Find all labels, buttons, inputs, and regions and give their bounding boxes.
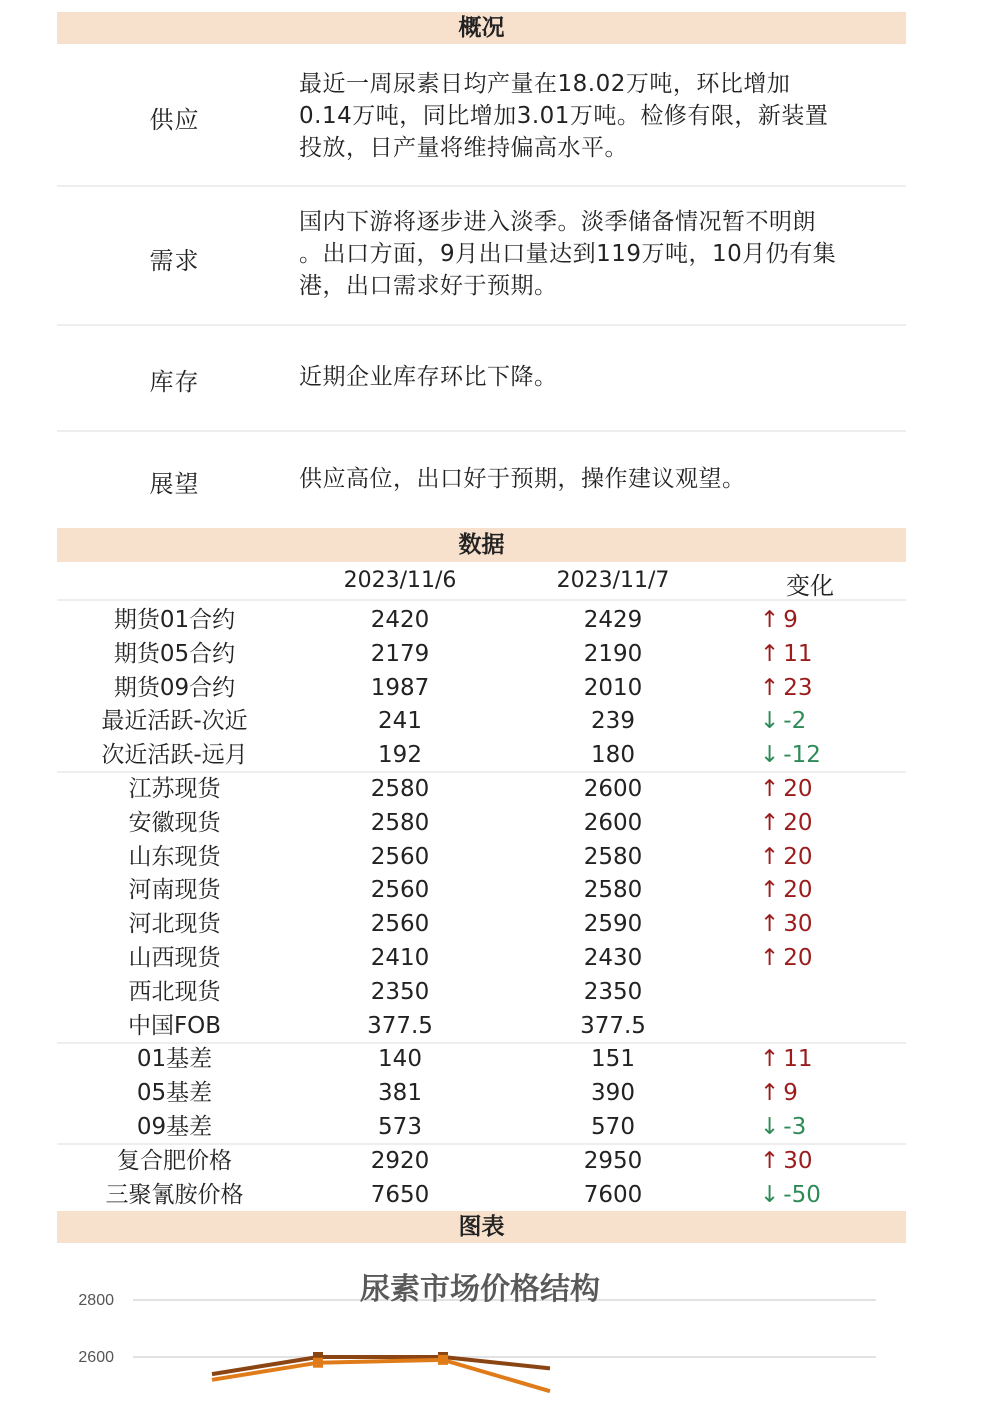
value-date2: 2950 [583, 1147, 643, 1174]
change-value: 11 [783, 640, 813, 667]
column-header-date2: 2023/11/7 [556, 568, 670, 593]
overview-title: 概况 [458, 15, 505, 41]
overview-text [299, 361, 899, 393]
value-date1: 140 [378, 1046, 422, 1073]
arrow-down-icon: ↓ [760, 1114, 780, 1140]
table-row [0, 772, 992, 806]
overview-row-inventory [57, 326, 906, 432]
row-name: 期货05合约 [113, 640, 236, 667]
change-value: 30 [783, 1147, 813, 1174]
change-cell [760, 671, 870, 705]
value-date2: 2600 [583, 809, 643, 836]
table-row [0, 1076, 992, 1110]
arrow-up-icon: ↑ [760, 776, 780, 802]
arrow-up-icon: ↑ [760, 1147, 780, 1174]
value-date1: 381 [378, 1080, 422, 1107]
value-date1: 2920 [370, 1147, 430, 1174]
overview-row-demand [57, 187, 906, 326]
data-point-marker [313, 1358, 323, 1368]
table-row [0, 1009, 992, 1043]
change-value: 20 [783, 809, 813, 836]
row-name: 河南现货 [128, 877, 221, 904]
table-row [0, 738, 992, 772]
overview-text [299, 68, 899, 164]
table-row [0, 1178, 992, 1212]
value-date2: 180 [591, 742, 635, 769]
change-value: -12 [783, 742, 821, 769]
text-line: 港，出口需求好于预期。 [299, 273, 558, 299]
text-line: 。出口方面，9月出口量达到119万吨，10月仍有集 [299, 241, 837, 267]
arrow-up-icon: ↑ [760, 1046, 780, 1073]
text-line: 0.14万吨，同比增加3.01万吨。检修有限，新装置 [299, 103, 829, 129]
y-tick-label: 2600 [78, 1349, 114, 1366]
change-value: -50 [783, 1181, 821, 1208]
arrow-up-icon: ↑ [760, 809, 780, 836]
value-date2: 570 [591, 1114, 635, 1140]
change-value: 20 [783, 776, 813, 802]
change-value: 9 [783, 1080, 798, 1107]
text-line: 供应高位，出口好于预期，操作建议观望。 [299, 466, 746, 492]
change-cell [760, 637, 870, 671]
text-line: 最近一周尿素日均产量在18.02万吨，环比增加 [299, 71, 791, 97]
change-cell [760, 704, 870, 738]
overview-text [299, 206, 899, 302]
data-header [57, 528, 906, 562]
chart-title: 尿素市场价格结构 [360, 1272, 600, 1307]
table-row [0, 1042, 992, 1076]
value-date1: 241 [378, 708, 422, 735]
change-cell [760, 772, 870, 806]
arrow-up-icon: ↑ [760, 843, 780, 870]
value-date1: 2350 [370, 978, 430, 1005]
change-value: -3 [783, 1114, 807, 1140]
price-structure-chart [0, 1243, 992, 1403]
row-name: 09基差 [136, 1114, 213, 1140]
change-cell [760, 603, 870, 637]
row-name: 复合肥价格 [117, 1147, 232, 1174]
value-date1: 2420 [370, 607, 430, 633]
change-cell [760, 907, 870, 941]
row-name: 次近活跃-远月 [101, 742, 248, 769]
table-row [0, 671, 992, 705]
row-name: 05基差 [136, 1080, 213, 1107]
change-cell [760, 738, 870, 772]
table-row [0, 975, 992, 1009]
value-date1: 7650 [370, 1181, 430, 1208]
row-name: 中国FOB [127, 1012, 222, 1039]
row-name: 01基差 [136, 1046, 213, 1073]
change-value: 20 [783, 877, 813, 904]
data-title: 数据 [458, 532, 505, 558]
value-date1: 1987 [370, 674, 430, 701]
change-value: 20 [783, 843, 813, 870]
value-date2: 2429 [583, 607, 643, 633]
change-cell [760, 840, 870, 874]
arrow-down-icon: ↓ [760, 742, 780, 769]
value-date1: 2179 [370, 640, 430, 667]
y-tick-label: 2800 [78, 1292, 114, 1309]
arrow-down-icon: ↓ [760, 1181, 780, 1208]
arrow-up-icon: ↑ [760, 877, 780, 904]
change-cell [760, 1110, 870, 1144]
value-date2: 2580 [583, 877, 643, 904]
chart-header [57, 1211, 906, 1243]
row-name: 江苏现货 [128, 776, 221, 802]
value-date2: 151 [591, 1046, 635, 1073]
table-row [0, 806, 992, 840]
overview-label: 供应 [149, 106, 200, 134]
value-date2: 7600 [583, 1181, 643, 1208]
arrow-up-icon: ↑ [760, 674, 780, 701]
chart-section-title: 图表 [458, 1214, 505, 1240]
change-value: 30 [783, 911, 813, 938]
table-row [0, 637, 992, 671]
text-line: 近期企业库存环比下降。 [299, 364, 558, 390]
data-point-marker [438, 1355, 448, 1365]
arrow-up-icon: ↑ [760, 945, 780, 971]
value-date1: 2580 [370, 809, 430, 836]
value-date1: 2580 [370, 776, 430, 802]
text-line: 国内下游将逐步进入淡季。淡季储备情况暂不明朗 [299, 209, 816, 235]
change-value: 9 [783, 607, 798, 633]
value-date2: 2590 [583, 911, 643, 938]
table-row [0, 704, 992, 738]
value-date2: 239 [591, 708, 635, 735]
table-row [0, 1144, 992, 1178]
row-name: 西北现货 [128, 978, 221, 1005]
value-date1: 2560 [370, 843, 430, 870]
arrow-up-icon: ↑ [760, 1080, 780, 1107]
change-value: 11 [783, 1046, 813, 1073]
change-cell [760, 806, 870, 840]
overview-text [299, 463, 899, 495]
value-date1: 2410 [370, 945, 430, 971]
change-cell [760, 873, 870, 907]
row-name: 安徽现货 [128, 809, 221, 836]
row-name: 山东现货 [128, 843, 221, 870]
change-value: 23 [783, 674, 813, 701]
value-date2: 2350 [583, 978, 643, 1005]
table-row [0, 603, 992, 637]
row-name: 山西现货 [128, 945, 221, 971]
value-date2: 2430 [583, 945, 643, 971]
overview-label: 需求 [149, 247, 200, 275]
arrow-down-icon: ↓ [760, 708, 780, 735]
overview-label: 库存 [149, 368, 200, 396]
text-line: 投放，日产量将维持偏高水平。 [299, 135, 628, 161]
table-row [0, 840, 992, 874]
value-date2: 2190 [583, 640, 643, 667]
row-name: 三聚氰胺价格 [105, 1181, 244, 1208]
arrow-up-icon: ↑ [760, 607, 780, 633]
change-cell [760, 941, 870, 975]
value-date2: 2580 [583, 843, 643, 870]
value-date2: 377.5 [580, 1012, 646, 1039]
table-row [0, 1110, 992, 1144]
value-date1: 2560 [370, 877, 430, 904]
row-name: 最近活跃-次近 [101, 708, 248, 735]
value-date1: 192 [378, 742, 422, 769]
value-date2: 2600 [583, 776, 643, 802]
table-row [0, 941, 992, 975]
divider [57, 599, 906, 601]
arrow-up-icon: ↑ [760, 911, 780, 938]
column-header-date1: 2023/11/6 [343, 568, 457, 593]
row-name: 期货01合约 [113, 607, 236, 633]
overview-row-supply [57, 44, 906, 187]
column-header-change: 变化 [786, 572, 834, 600]
row-name: 河北现货 [128, 911, 221, 938]
change-cell [760, 1042, 870, 1076]
change-value: 20 [783, 945, 813, 971]
value-date1: 573 [378, 1114, 422, 1140]
value-date1: 377.5 [367, 1012, 433, 1039]
table-row [0, 907, 992, 941]
arrow-up-icon: ↑ [760, 640, 780, 667]
value-date2: 2010 [583, 674, 643, 701]
change-cell [760, 1178, 870, 1212]
change-cell [760, 1144, 870, 1178]
value-date1: 2560 [370, 911, 430, 938]
overview-header [57, 12, 906, 44]
row-name: 期货09合约 [113, 674, 236, 701]
change-value: -2 [783, 708, 807, 735]
table-row [0, 873, 992, 907]
value-date2: 390 [591, 1080, 635, 1107]
overview-row-outlook [57, 432, 906, 524]
overview-label: 展望 [149, 470, 200, 498]
change-cell [760, 1076, 870, 1110]
